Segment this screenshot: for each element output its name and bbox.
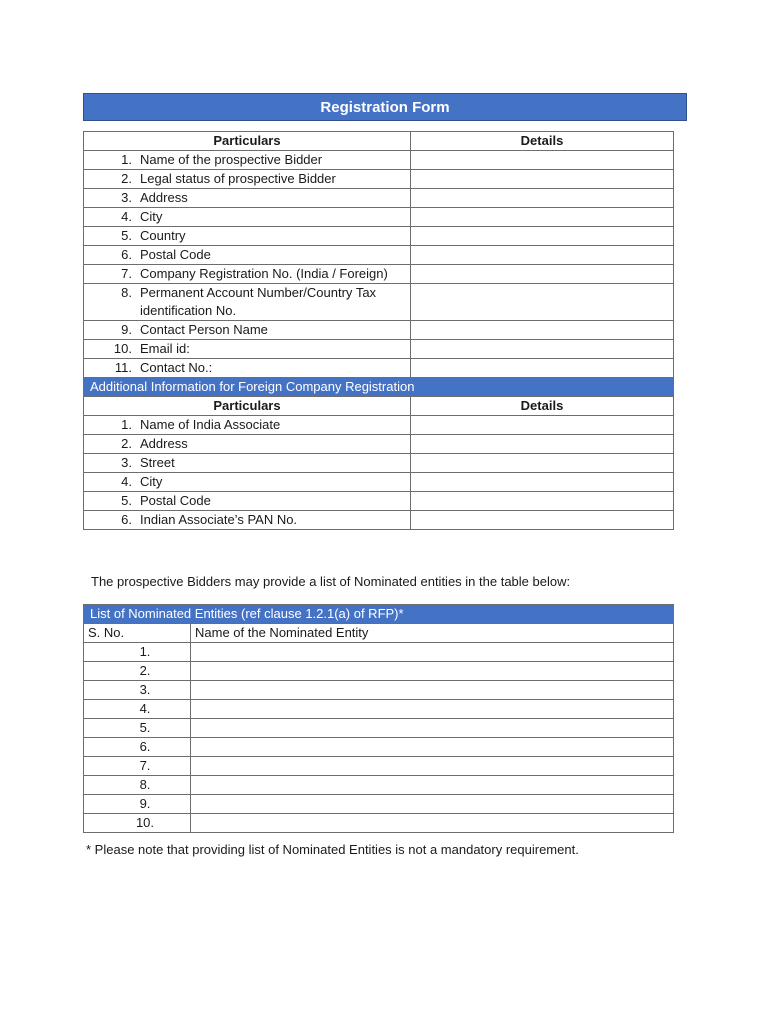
entity-name-input-cell[interactable]: [191, 643, 674, 662]
form-title: Registration Form: [83, 93, 687, 121]
serial-number: 9.: [84, 795, 191, 814]
particular-cell: [84, 492, 411, 511]
nominated-section-row: [84, 605, 674, 624]
table-row: [84, 681, 674, 700]
particular-cell: [84, 511, 411, 530]
particular-cell: [84, 435, 411, 454]
details-input-cell[interactable]: [411, 511, 674, 530]
item-label: Postal Code: [140, 493, 211, 508]
table-row: [84, 511, 674, 530]
foreign-section-title: Additional Information for Foreign Company Registration: [84, 378, 674, 397]
details-input-cell[interactable]: [411, 416, 674, 435]
particular-cell: [84, 227, 411, 246]
item-number: 7.: [121, 266, 132, 281]
item-label: Contact No.:: [140, 360, 213, 375]
serial-number: 2.: [84, 662, 191, 681]
table-row: [84, 492, 674, 511]
item-label: Legal status of prospective Bidder: [140, 171, 336, 186]
serial-number: 1.: [84, 643, 191, 662]
item-number: 4.: [121, 474, 132, 489]
table-row: [84, 700, 674, 719]
item-label: Email id:: [140, 341, 190, 356]
particular-cell: [84, 416, 411, 435]
table-row: [84, 170, 674, 189]
item-label: Address: [140, 190, 188, 205]
table-row: [84, 151, 674, 170]
table-row: [84, 189, 674, 208]
particular-cell: [84, 284, 411, 321]
item-label: Contact Person Name: [140, 322, 268, 337]
table-row: [84, 738, 674, 757]
entity-name-input-cell[interactable]: [191, 776, 674, 795]
table-row: [84, 454, 674, 473]
foreign-details-header: Details: [411, 397, 674, 416]
table-row: [84, 265, 674, 284]
particular-cell: [84, 170, 411, 189]
table-row: [84, 227, 674, 246]
item-number: 8.: [121, 285, 132, 300]
table-row: [84, 359, 674, 378]
particular-cell: [84, 321, 411, 340]
item-number: 2.: [121, 436, 132, 451]
table-row: [84, 662, 674, 681]
table-row: [84, 340, 674, 359]
entity-name-input-cell[interactable]: [191, 662, 674, 681]
item-number: 1.: [121, 152, 132, 167]
particular-cell: [84, 246, 411, 265]
particular-cell: [84, 151, 411, 170]
item-number: 10.: [113, 341, 132, 356]
entity-name-input-cell[interactable]: [191, 738, 674, 757]
item-number: 9.: [121, 322, 132, 337]
details-input-cell[interactable]: [411, 435, 674, 454]
table-row: [84, 795, 674, 814]
item-label: Name of India Associate: [140, 417, 281, 432]
foreign-section-row: [84, 378, 674, 397]
foreign-particulars-header: Particulars: [84, 397, 411, 416]
item-label: Street: [140, 455, 175, 470]
item-number: 5.: [121, 228, 132, 243]
item-label: Address: [140, 436, 188, 451]
item-label: Company Registration No. (India / Foreign): [140, 266, 388, 281]
item-number: 11.: [114, 360, 132, 375]
details-input-cell[interactable]: [411, 284, 674, 321]
serial-number: 3.: [84, 681, 191, 700]
details-input-cell[interactable]: [411, 227, 674, 246]
details-input-cell[interactable]: [411, 170, 674, 189]
table-row: [84, 246, 674, 265]
item-label: Permanent Account Number/Country Tax identification No.: [140, 285, 377, 318]
serial-number: 8.: [84, 776, 191, 795]
table-row: [84, 757, 674, 776]
entity-name-input-cell[interactable]: [191, 681, 674, 700]
details-input-cell[interactable]: [411, 454, 674, 473]
registration-header-row: [84, 132, 674, 151]
item-label: Indian Associate’s PAN No.: [140, 512, 298, 527]
item-number: 6.: [121, 247, 132, 262]
serial-number: 7.: [84, 757, 191, 776]
item-number: 2.: [121, 171, 132, 186]
entity-name-input-cell[interactable]: [191, 814, 674, 833]
details-input-cell[interactable]: [411, 359, 674, 378]
nominated-header-row: [84, 624, 674, 643]
foreign-header-row: [84, 397, 674, 416]
table-row: [84, 284, 674, 321]
serial-number: 10.: [84, 814, 191, 833]
item-number: 1.: [121, 417, 132, 432]
sno-header: S. No.: [84, 624, 191, 643]
nominated-entities-table: [83, 604, 674, 833]
details-header: Details: [411, 132, 674, 151]
entity-name-input-cell[interactable]: [191, 795, 674, 814]
item-label: Postal Code: [140, 247, 211, 262]
entity-name-header: Name of the Nominated Entity: [191, 624, 674, 643]
table-row: [84, 416, 674, 435]
entity-name-input-cell[interactable]: [191, 719, 674, 738]
table-row: [84, 208, 674, 227]
table-row: [84, 814, 674, 833]
nominated-section-title: List of Nominated Entities (ref clause 1.2.1(a) of RFP)*: [84, 605, 674, 624]
particular-cell: [84, 454, 411, 473]
item-number: 6.: [121, 512, 132, 527]
serial-number: 4.: [84, 700, 191, 719]
details-input-cell[interactable]: [411, 189, 674, 208]
table-row: [84, 435, 674, 454]
particulars-header: Particulars: [84, 132, 411, 151]
particular-cell: [84, 208, 411, 227]
item-label: Name of the prospective Bidder: [140, 152, 323, 167]
particular-cell: [84, 340, 411, 359]
item-number: 4.: [121, 209, 132, 224]
serial-number: 6.: [84, 738, 191, 757]
particular-cell: [84, 473, 411, 492]
table-row: [84, 719, 674, 738]
registration-table: [83, 131, 674, 530]
item-number: 5.: [121, 493, 132, 508]
details-input-cell[interactable]: [411, 340, 674, 359]
particular-cell: [84, 265, 411, 284]
details-input-cell[interactable]: [411, 208, 674, 227]
item-number: 3.: [121, 190, 132, 205]
details-input-cell[interactable]: [411, 321, 674, 340]
item-label: City: [140, 474, 163, 489]
table-row: [84, 473, 674, 492]
table-row: [84, 321, 674, 340]
details-input-cell[interactable]: [411, 492, 674, 511]
entity-name-input-cell[interactable]: [191, 757, 674, 776]
table-row: [84, 643, 674, 662]
item-label: Country: [140, 228, 186, 243]
particular-cell: [84, 189, 411, 208]
particular-cell: [84, 359, 411, 378]
table-row: [84, 776, 674, 795]
details-input-cell[interactable]: [411, 246, 674, 265]
item-label: City: [140, 209, 163, 224]
nominated-intro-text: The prospective Bidders may provide a list of Nominated entities in the table below:: [91, 574, 571, 589]
details-input-cell[interactable]: [411, 265, 674, 284]
serial-number: 5.: [84, 719, 191, 738]
item-number: 3.: [121, 455, 132, 470]
entity-name-input-cell[interactable]: [191, 700, 674, 719]
footnote: * Please note that providing list of Nominated Entities is not a mandatory requirement.: [86, 842, 579, 857]
details-input-cell[interactable]: [411, 151, 674, 170]
details-input-cell[interactable]: [411, 473, 674, 492]
